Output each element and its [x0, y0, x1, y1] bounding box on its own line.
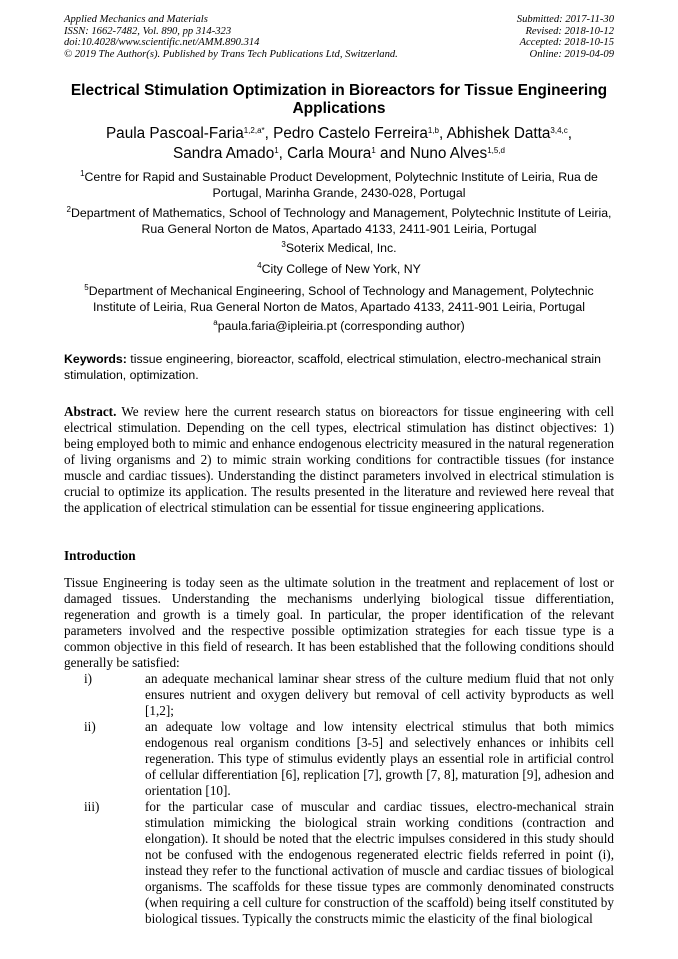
- author-name: Carla Moura: [287, 145, 372, 162]
- copyright: © 2019 The Author(s). Published by Trans Tech Publications Ltd, Switzerland.: [64, 48, 398, 60]
- author-name: Paula Pascoal-Faria: [105, 125, 244, 142]
- introduction-paragraph: Tissue Engineering is today seen as the ultimate solution in the treatment and replacement of lost or damaged tissues. Understanding the mechanisms underlying biological tissue differentiation, regeneration and growth is a timely goal. In particular, the proper identification of the relevant parameters involved and the respective possible optimization strategies for each tissue type is a common objective in this field of research. It has been established that the following conditions should generally be satisfied:: [64, 575, 614, 670]
- affiliation-sup: 5: [84, 283, 89, 292]
- affiliation-text: Department of Mechanical Engineering, School of Technology and Management, Polytechnic Institute of Leiria, Rua General Norton de Matos, Apartado 4133, 2411-901 Leiria, Portugal: [88, 284, 594, 314]
- accepted-date: Accepted: 2018-10-15: [519, 37, 614, 49]
- affiliation-sup: a: [213, 318, 218, 327]
- author-name: Sandra Amado: [173, 145, 275, 162]
- keywords: [64, 352, 614, 383]
- affiliation-text: Soterix Medical, Inc.: [285, 241, 397, 255]
- authors: [64, 124, 614, 164]
- affiliation: [64, 283, 614, 315]
- author-affiliation-sup: 1: [274, 146, 279, 155]
- keywords-label: Keywords:: [64, 352, 127, 366]
- introduction-section: [64, 548, 614, 927]
- list-item: [64, 719, 614, 799]
- affiliation-sup: 4: [257, 261, 262, 270]
- list-item: [64, 799, 614, 927]
- journal-name: Applied Mechanics and Materials: [64, 14, 208, 25]
- keywords-text: tissue engineering, bioreactor, scaffold, electrical stimulation, electro-mechanical strain stimulation, optimization.: [64, 352, 601, 382]
- author-separator: and: [375, 145, 410, 162]
- submitted-date: Submitted: 2017-11-30: [516, 14, 614, 25]
- affiliation: [64, 261, 614, 277]
- affiliation-text: Centre for Rapid and Sustainable Product Development, Polytechnic Institute of Leiria, Rua de Portugal, Marinha Grande, 2430-028, Portugal: [84, 170, 598, 200]
- author-name: Nuno Alves: [409, 145, 488, 162]
- author-separator: ,: [439, 125, 447, 142]
- abstract: [64, 404, 614, 516]
- issn: ISSN: 1662-7482, Vol. 890, pp 314-323: [64, 25, 232, 37]
- author-separator: ,: [278, 145, 288, 162]
- author-affiliation-sup: 3,4,c: [550, 126, 568, 135]
- author-separator: ,: [567, 125, 572, 142]
- affiliation-sup: 2: [66, 205, 71, 214]
- affiliation-text: paula.faria@ipleiria.pt (corresponding author): [217, 319, 465, 333]
- affiliation: [64, 169, 614, 201]
- author-affiliation-sup: 1,2,a*: [243, 126, 265, 135]
- list-item-number: i): [84, 671, 93, 686]
- list-item-number: ii): [84, 719, 96, 734]
- affiliation: [64, 240, 614, 256]
- author-separator: ,: [264, 125, 274, 142]
- affiliation-text: Department of Mathematics, School of Technology and Management, Polytechnic Institute of Leiria, Rua General Norton de Matos, Apartado 4133, 2411-901 Leiria, Portugal: [71, 206, 612, 236]
- list-item-text: an adequate low voltage and low intensity electrical stimulus that both mimics endogenous real organism conditions [3-5] and selectively enhances or inhibits cell regeneration. This type of stimulus evidently plays an essential role in artificial control of cellular differentiation [6], replication [7], growth [7, 8], maturation [9], adhesion and orientation [10].: [145, 719, 614, 798]
- affiliation-sup: 1: [80, 169, 85, 178]
- affiliation-sup: 3: [281, 240, 286, 249]
- author-name: Abhishek Datta: [446, 125, 551, 142]
- revised-date: Revised: 2018-10-12: [525, 25, 614, 37]
- affiliation: [64, 205, 614, 237]
- list-item-text: an adequate mechanical laminar shear stress of the culture medium fluid that not only ensures nutrient and oxygen delivery but removal of cell activity byproducts as well [1,2];: [145, 671, 614, 718]
- author-affiliation-sup: 1,b: [427, 126, 439, 135]
- abstract-text: We review here the current research status on bioreactors for tissue engineering with cell electrical stimulation. Depending on the cell types, electrical stimulation has distinct objectives: 1) being employed both to mimic and enhance endogenous electricity measured in the natural regeneration of living organisms and 2) to mimic strain working conditions for contractible tissues (for instance muscle and cardiac tissues). Understanding the distinct parameters involved in electrical stimulation is crucial to optimize its application. The results presented in the literature and reviewed here reveal that the application of electrical stimulation can be essential for tissue engineering applications.: [64, 404, 614, 515]
- list-item: [64, 671, 614, 719]
- introduction-heading: Introduction: [64, 548, 136, 563]
- paper-title: Electrical Stimulation Optimization in Bioreactors for Tissue Engineering Applications: [70, 82, 608, 117]
- doi: doi:10.4028/www.scientific.net/AMM.890.314: [64, 37, 260, 49]
- abstract-label: Abstract.: [64, 404, 117, 419]
- author-name: Pedro Castelo Ferreira: [273, 125, 428, 142]
- author-affiliation-sup: 1,5,d: [487, 146, 505, 155]
- list-item-text: for the particular case of muscular and cardiac tissues, electro-mechanical strain stimulation mimicking the biological strain working conditions (contraction and elongation). It should be noted that the electric impulses considered in this study should not be confused with the endogenous regenerated electric fields referred in point (i), instead they refer to the functional activation of muscle and cardiac tissues of biological organisms. The scaffolds for these tissue types are commonly denominated constructs (when requiring a cell culture for construction of the scaffold) being itself constituted by biological tissues. Typically the constructs mimic the elasticity of the final biological: [145, 799, 614, 926]
- list-item-number: iii): [84, 799, 100, 814]
- online-date: Online: 2019-04-09: [529, 48, 614, 60]
- author-affiliation-sup: 1: [371, 146, 376, 155]
- affiliation-text: City College of New York, NY: [261, 262, 421, 276]
- affiliation: [64, 318, 614, 334]
